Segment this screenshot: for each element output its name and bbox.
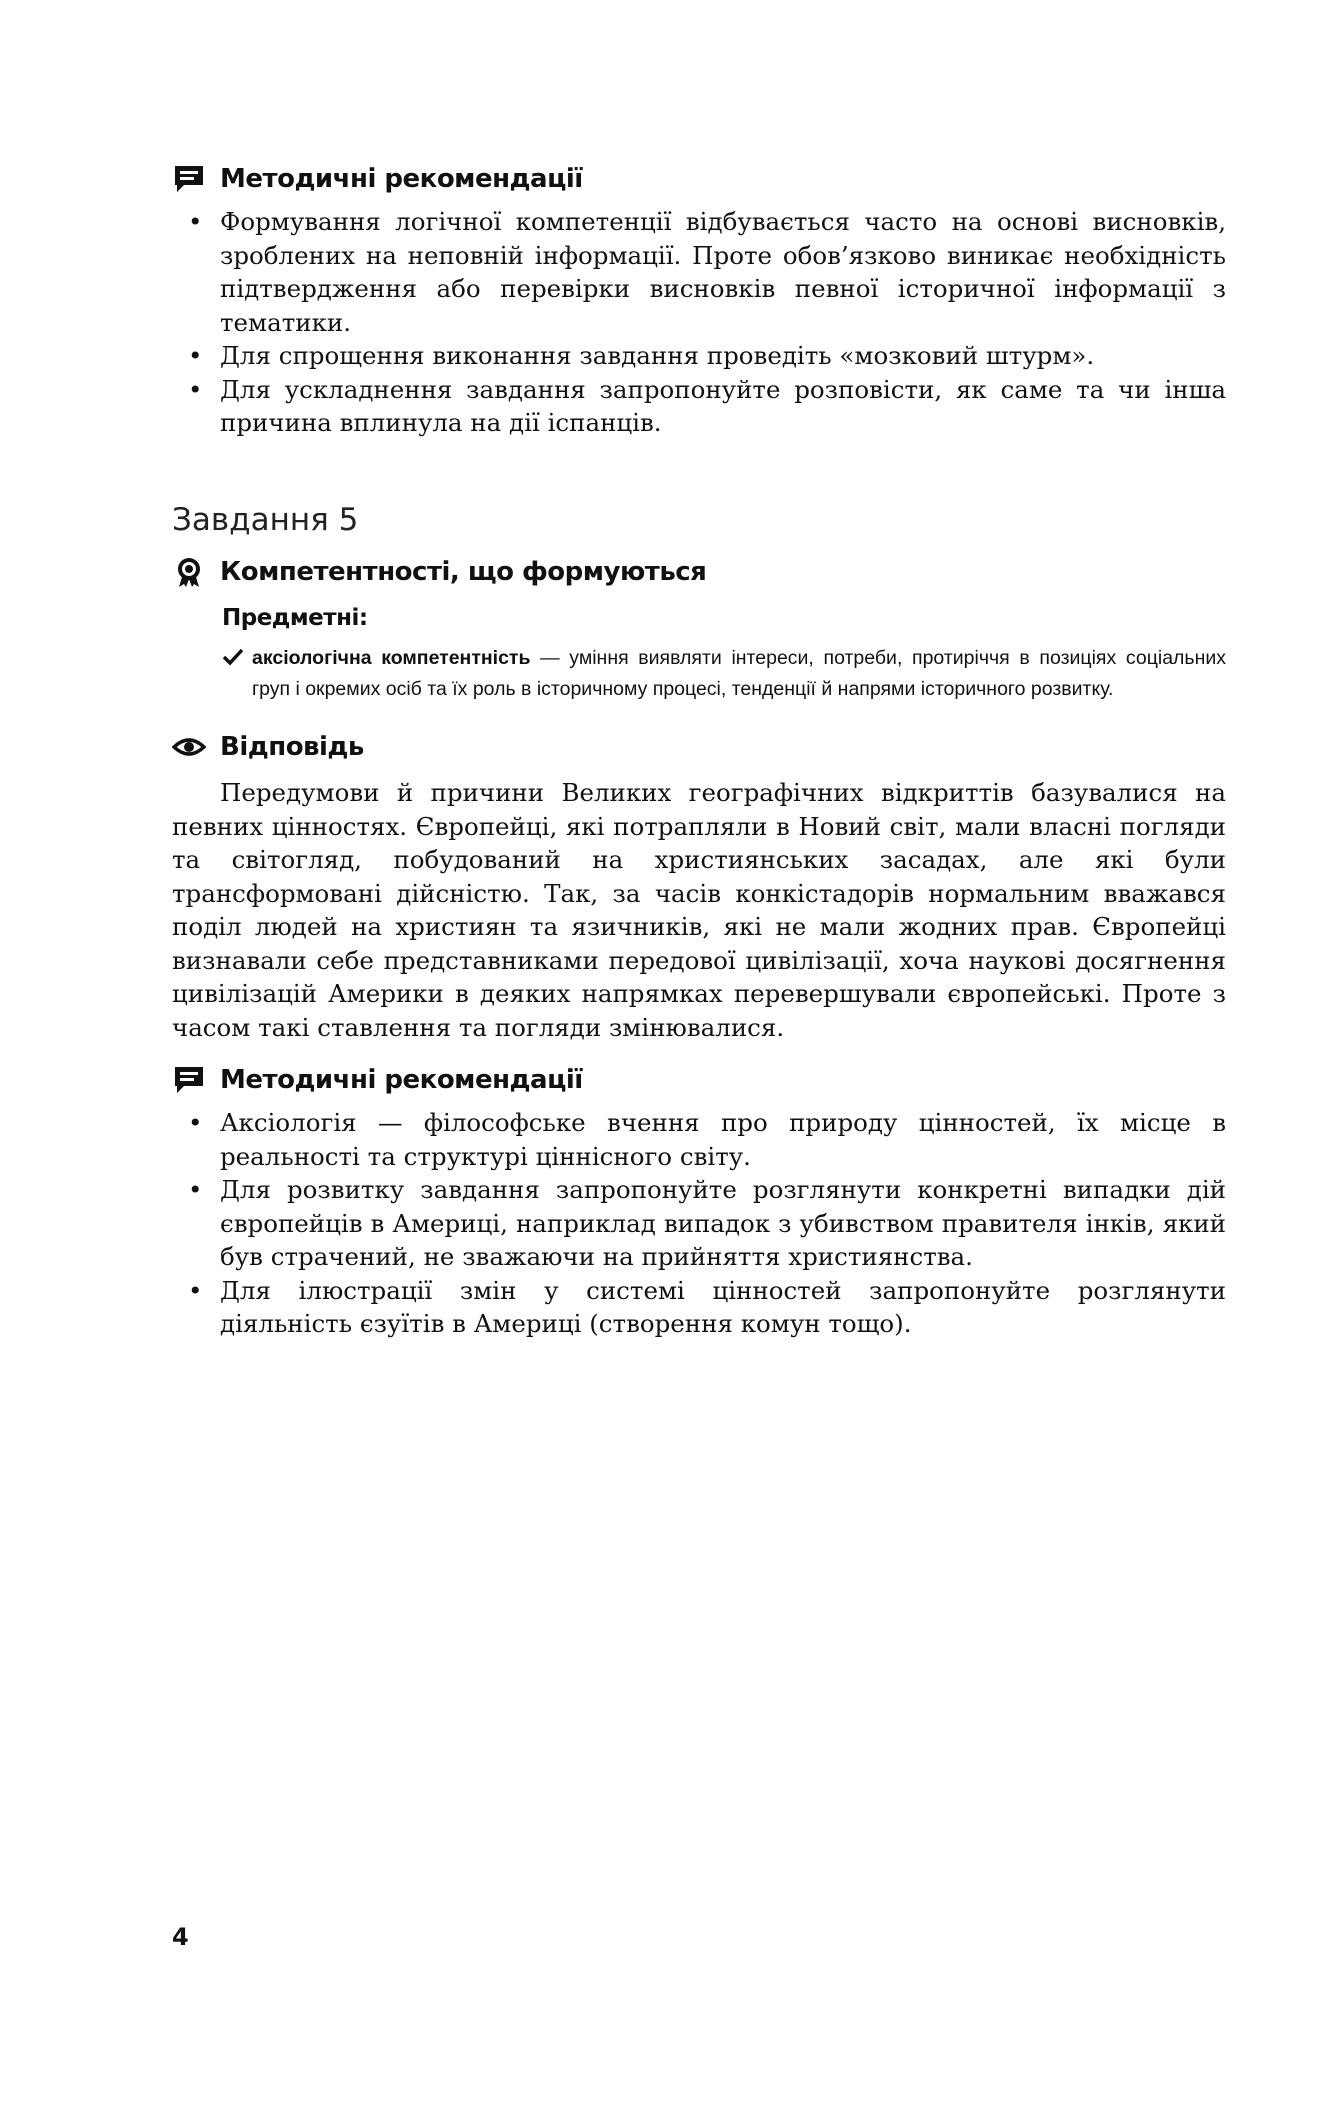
task-title: Завдання 5 — [172, 502, 359, 538]
list-item: • Для спрощення виконання завдання проведіть «мозковий штурм». — [188, 341, 1095, 370]
list-item: • Для ілюстрації змін у системі цінностей запропонуйте розглянути діяльність єзуїтів в Америці (створення комун тощо). — [188, 1275, 1226, 1338]
comment-icon — [172, 163, 206, 195]
methodical-heading-1-text: Методичні рекомендації — [220, 164, 583, 194]
eye-icon — [172, 731, 206, 763]
list-item: • Формування логічної компетенції відбувається часто на основі висновків, зроблених на неповній інформації. Проте обов’язково виникає необхідність підтвердження або перевірки висновків певної історичної інформації з тематики. — [188, 207, 1226, 337]
list-item: • Для розвитку завдання запропонуйте розглянути конкретні випадки дій європейців в Америці, наприклад випадок з убивством правителя інків, який був страчений, не зважаючи на прийняття християнства. — [188, 1175, 1226, 1271]
competency-desc: — уміння виявляти інтереси, потреби, протиріччя в позиціях соціальних груп і окремих осіб та їх роль в історичному процесі, тенденції й напрями історичного розвитку. — [252, 647, 1226, 700]
methodical-heading-2-text: Методичні рекомендації — [220, 1065, 583, 1095]
methodical-list-1 — [186, 205, 1226, 440]
list-item: • Для ускладнення завдання запропонуйте розповісти, як саме та чи інша причина вплинула на дії іспанців. — [188, 374, 1226, 437]
award-icon — [172, 556, 206, 588]
methodical-heading-1 — [172, 163, 583, 195]
methodical-heading-2 — [172, 1064, 583, 1096]
competencies-heading-text: Компетентності, що формуються — [220, 557, 707, 587]
answer-heading — [172, 731, 364, 763]
subject-label: Предметні: — [222, 605, 368, 631]
page-number: 4 — [172, 1923, 189, 1951]
answer-text: Передумови й причини Великих географічних відкриттів базувалися на певних цінностях. Європейці, які потрапляли в Новий світ, мали власні погляди та світогляд, побудований на християнських засадах, але які були трансформовані дійсністю. Так, за часів конкістадорів нормальним вважався поділ людей на християн та язичників, які не мали жодних прав. Європейці визнавали себе представниками передової цивілізації, хоча наукові досягнення цивілізацій Америки в деяких напрямках перевершували європейські. Проте з часом такі ставлення та погляди змінювалися. — [172, 778, 1226, 1042]
competency-item — [222, 643, 1226, 705]
competency-term: аксіологічна компетентність — [252, 647, 531, 669]
list-item: • Аксіологія — філософське вчення про природу цінностей, їх місце в реальності та структурі ціннісного світу. — [188, 1108, 1226, 1171]
competencies-heading — [172, 556, 706, 588]
answer-heading-text: Відповідь — [220, 732, 364, 762]
methodical-list-2 — [186, 1106, 1226, 1341]
comment-icon — [172, 1064, 206, 1096]
check-icon — [222, 647, 244, 667]
